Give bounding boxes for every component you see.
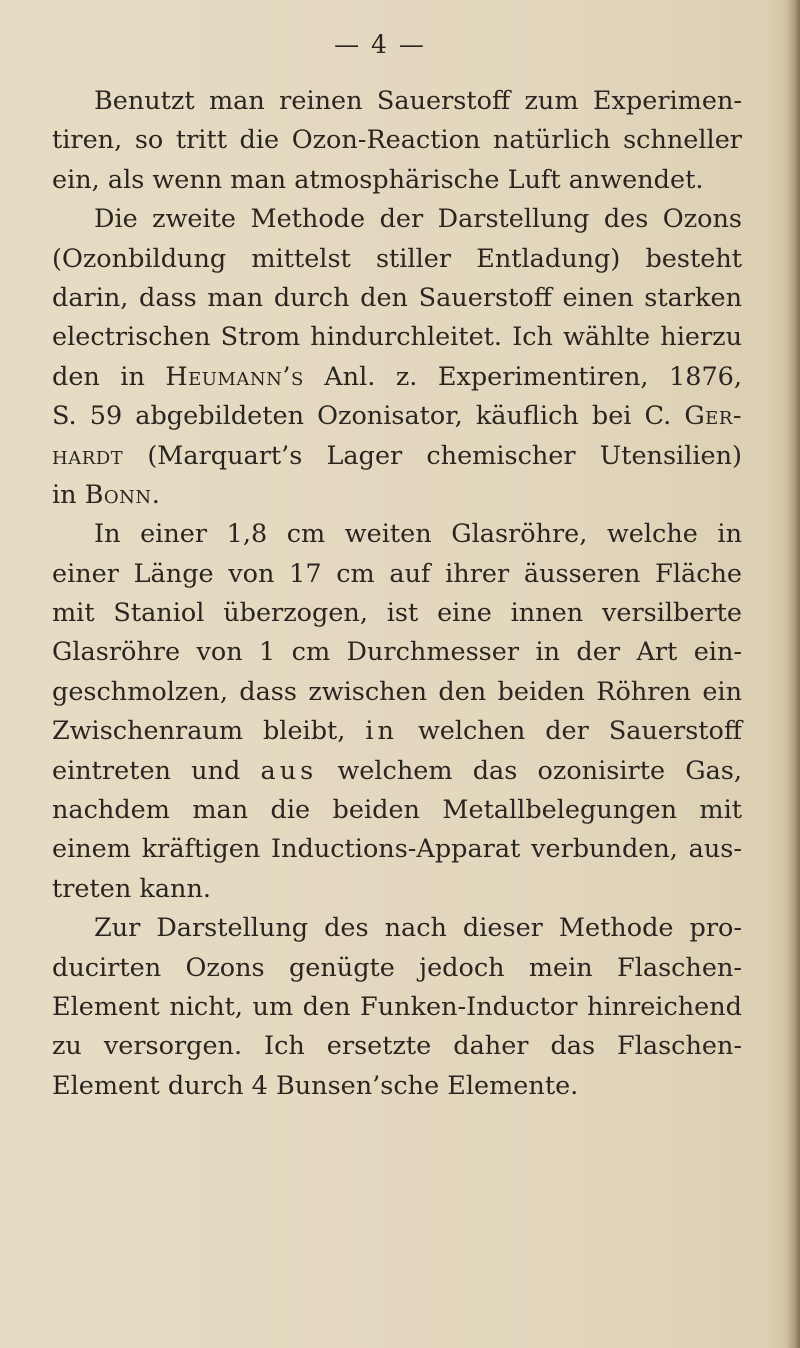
text-line: zu versorgen. Ich ersetzte daher das Flaschen- (52, 1031, 742, 1062)
text-line: einer Länge von 17 cm auf ihrer äusseren Fläche (52, 558, 742, 589)
text-segment: eintreten und (52, 755, 261, 786)
text-line: Die zweite Methode der Darstellung des Ozons (94, 204, 742, 235)
text-line: treten kann. (52, 873, 212, 904)
text-line: ein, als wenn man atmosphärische Luft anwendet. (52, 164, 704, 195)
text-segment: den in (52, 361, 166, 392)
text-line: nachdem man die beiden Metallbelegungen mit (52, 795, 742, 826)
text-line: Zur Darstellung des nach dieser Methode pro- (94, 913, 742, 944)
text-line: In einer 1,8 cm weiten Glasröhre, welche in (94, 519, 742, 550)
text-line: ducirten Ozons genügte jedoch mein Flaschen- (52, 952, 742, 983)
spaced-emphasis: aus (260, 755, 318, 786)
text-line (52, 476, 742, 515)
text-line (52, 397, 742, 436)
text-line: geschmolzen, dass zwischen den beiden Röhren ein (52, 676, 742, 707)
text-line: einem kräftigen Inductions-Apparat verbunden, aus- (52, 834, 742, 865)
text-line (52, 712, 742, 751)
page-edge-shadow (786, 0, 800, 1348)
text-segment: S. 59 abgebildeten Ozonisator, käuflich bei C. (52, 401, 685, 432)
text-line: Glasröhre von 1 cm Durchmesser in der Art ein- (52, 637, 742, 668)
text-line: darin, dass man durch den Sauerstoff einen starken (52, 282, 742, 313)
text-segment: (Marquart’s Lager chemischer Utensilien) (123, 440, 742, 471)
text-line (52, 752, 742, 791)
text-line (52, 437, 742, 476)
text-segment: welchem das ozonisirte Gas, (317, 755, 742, 786)
text-line: tiren, so tritt die Ozon-Reaction natürlich schneller (52, 125, 742, 156)
text-segment: Zwischenraum bleibt, (52, 716, 366, 747)
small-caps-name: Ger- (684, 401, 742, 432)
text-line (52, 358, 742, 397)
text-line: Benutzt man reinen Sauerstoff zum Experimen- (94, 86, 742, 116)
text-line: mit Staniol überzogen, ist eine innen versilberte (52, 598, 742, 629)
text-line: Element durch 4 Bunsen’sche Elemente. (52, 1070, 579, 1101)
text-segment: welchen der Sauerstoff (397, 716, 742, 747)
small-caps-name: Bonn (84, 479, 152, 510)
text-segment: . (151, 479, 160, 510)
spaced-emphasis: in (365, 716, 398, 747)
text-segment: in (52, 479, 85, 510)
text-line: (Ozonbildung mittelst stiller Entladung) besteht (52, 243, 742, 274)
text-line: Element nicht, um den Funken-Inductor hinreichend (52, 991, 742, 1022)
small-caps-name: Heumann’s (165, 361, 304, 392)
page-number: — 4 — (334, 30, 426, 59)
small-caps-name: hardt (52, 440, 124, 471)
body-text (52, 82, 742, 1106)
text-line: electrischen Strom hindurchleitet. Ich wählte hierzu (52, 322, 742, 353)
text-segment: Anl. z. Experimentiren, 1876, (303, 361, 742, 392)
